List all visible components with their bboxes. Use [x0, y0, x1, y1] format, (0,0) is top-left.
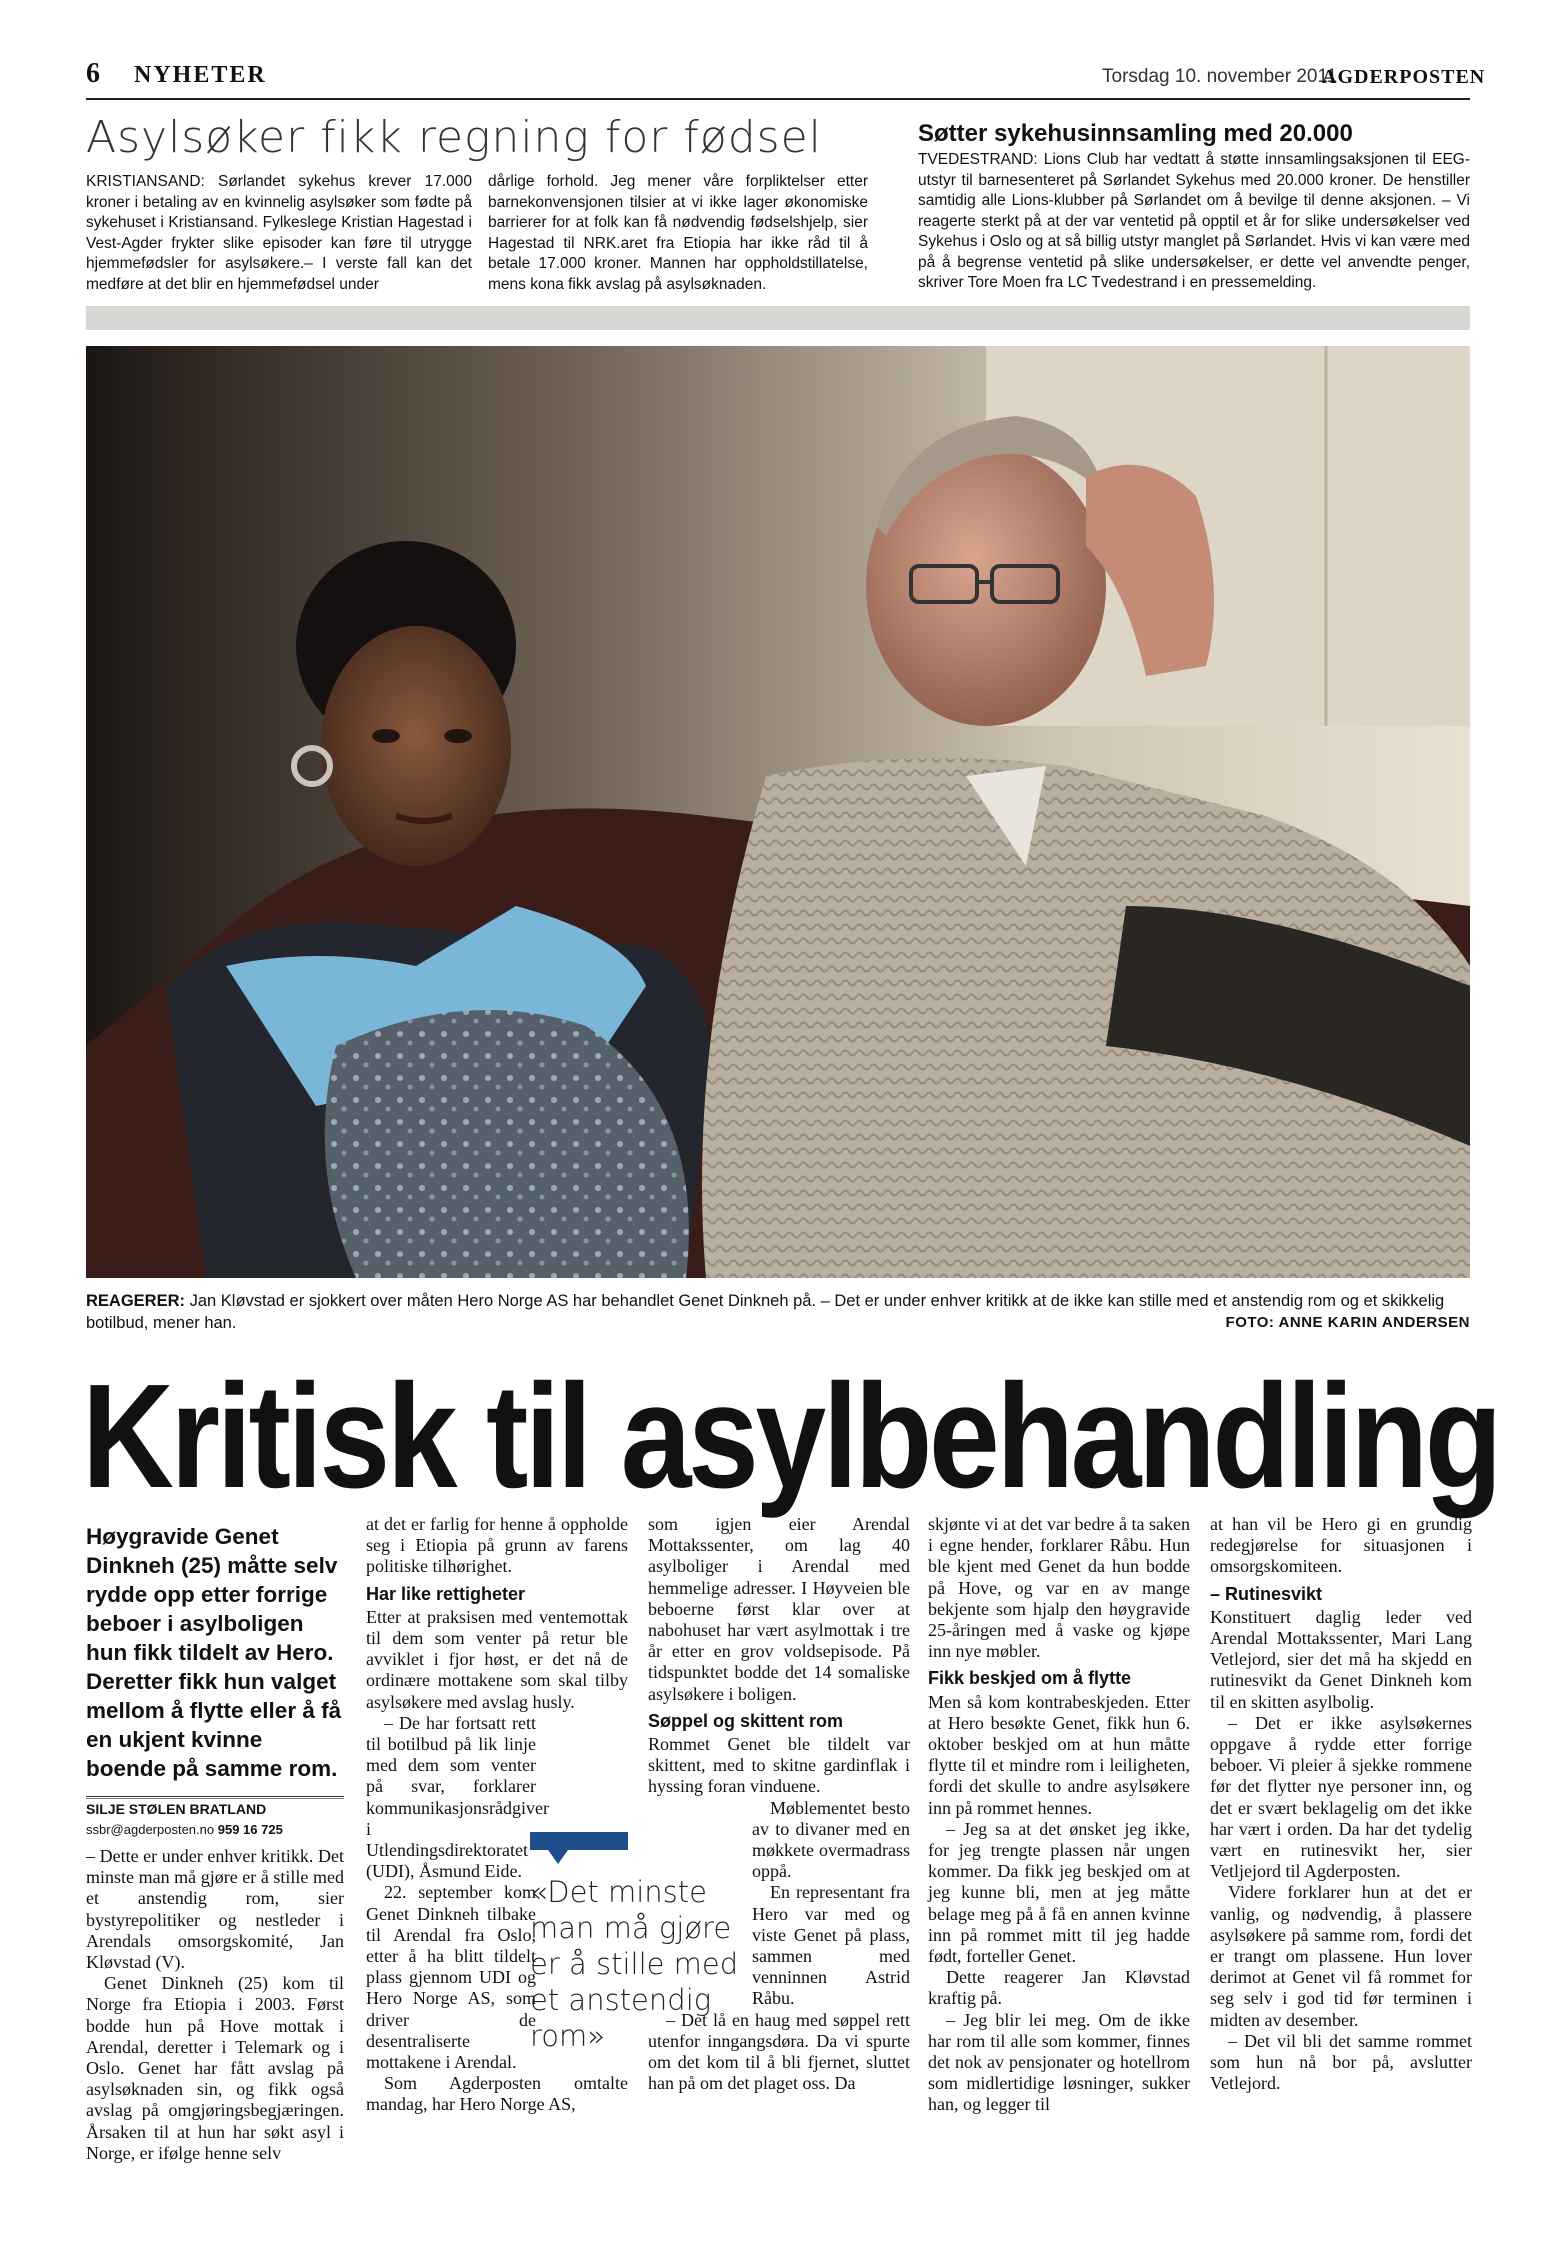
- paragraph: – De har fortsatt rett til botilbud på lik linje med dem som venter på svar, forklarer kommunikasjonsrådgiver i Utlendingsdirektoratet (UDI), Åsmund Eide.: [366, 1712, 549, 1882]
- paragraph: – Jeg sa at det ønsket jeg ikke, for jeg trengte plassen når ungen kommer. Da fikk jeg beskjed om at jeg kunne bli, men at jeg måtte belage meg på å få en annen kvinne inn på rommet mitt til jeg hadde født, forteller Genet.: [928, 1818, 1190, 1967]
- paragraph: Møblementet besto av to divaner med en møkkete overmadrass oppå.: [752, 1797, 910, 1882]
- paragraph: Men så kom kontrabeskjeden. Etter at Hero besøkte Genet, fikk hun 6. oktober beskjed om at hun måtte flytte til et mindre rom i leiligheten, fordi det skulle to andre asylsøkere inn på rommet hennes.: [928, 1691, 1190, 1818]
- paragraph: at han vil be Hero gi en grundig redegjørelse for situasjonen i omsorgskomiteen.: [1210, 1514, 1472, 1577]
- quote-marker-tick: [548, 1850, 568, 1864]
- byline-phone: 959 16 725: [217, 1822, 283, 1837]
- paragraph: – Dette er under enhver kritikk. Det minste man må gjøre er å stille med et anstendig rom, sier bystyrepolitiker og nestleder i Arendals omsorgskomité, Jan Kløvstad (V).: [86, 1846, 344, 1973]
- byline-contact: [86, 1822, 283, 1837]
- pull-quote: «Det minste man må gjøre er å stille med et anstendig rom»: [530, 1875, 739, 2053]
- paragraph: 22. september kom Genet Dinkneh tilbake til Arendal fra Oslo, etter å ha blitt tildelt plass gjennom UDI og Hero Norge AS, som driver de desentraliserte mottakene i Arendal.: [366, 1882, 536, 2073]
- quote-marker: [530, 1832, 628, 1850]
- paragraph: at det er farlig for henne å oppholde seg i Etiopia på grunn av farens politiske tilhørighet.: [366, 1514, 628, 1577]
- main-headline: Kritisk til asylbehandling: [82, 1354, 1500, 1519]
- paragraph: Som Agderposten omtalte mandag, har Hero Norge AS,: [366, 2073, 628, 2115]
- article-column-1: [86, 1846, 344, 2164]
- story2-headline: Søtter sykehusinnsamling med 20.000: [918, 120, 1353, 147]
- caption-text: Jan Kløvstad er sjokkert over måten Hero Norge AS har behandlet Genet Dinkneh på. – Det er under enhver kritikk at de ikke kan stille med et anstendig rom og et skikkelig botilbud, mener han.: [86, 1292, 1445, 1332]
- issue-date: Torsdag 10. november 2011: [1102, 66, 1338, 87]
- byline-email: ssbr@agderposten.no: [86, 1822, 215, 1837]
- paragraph: skjønte vi at det var bedre å ta saken i egne hender, forklarer Råbu. Hun ble kjent med Genet da hun bodde på Hove, og var en av mange bekjente som hjalp den høygravide 25-åringen med å vaske og kjøpe inn nye møbler.: [928, 1514, 1190, 1662]
- subheading: – Rutinesvikt: [1210, 1583, 1323, 1604]
- paragraph: Etter at praksisen med ventemottak til dem som venter på retur ble avviklet i fjor høst, er det nå de ordinære mottakene som skal tilby asylsøkere med avslag husly.: [366, 1606, 628, 1712]
- news-photo: [86, 346, 1470, 1278]
- paragraph: – Det lå en haug med søppel rett utenfor inngangsdøra. Da vi spurte om det kom til å bli fjernet, sluttet han på om det plaget oss. Da: [648, 2009, 910, 2094]
- paragraph: Konstituert daglig leder ved Arendal Mottakssenter, Mari Lang Vetlejord, sier det må ha skjedd en rutinesvikt da Genet Dinkneh kom til en skitten asylbolig.: [1210, 1606, 1472, 1712]
- section-label: NYHETER: [134, 62, 267, 88]
- paragraph: – Det er ikke asylsøkernes oppgave å rydde etter forrige beboer. Vi pleier å sjekke rommene før det flytter nye personer inn, og det er svært beklagelig om det ikke har vært i orden. Da har det tydelig vært en rutinesvikt her, sier Vetljejord til Agderposten.: [1210, 1712, 1472, 1882]
- article-column-4: [928, 1514, 1190, 2116]
- article-lede: Høygravide Genet Dinkneh (25) måtte selv rydde opp etter forrige beboer i asylboligen hun fikk tildelt av Hero. Deretter fikk hun valget mellom å flytte eller å få en ukjent kvinne boende på samme rom.: [86, 1524, 342, 1781]
- story1-headline: Asylsøker fikk regning for fødsel: [86, 112, 822, 163]
- subheading: Har like rettigheter: [366, 1583, 526, 1604]
- divider-band: [86, 306, 1470, 330]
- subheading: Søppel og skittent rom: [648, 1710, 844, 1731]
- paragraph: – Jeg blir lei meg. Om de ikke har rom til alle som kommer, finnes det nok av pensjonater og hotellrom som midlertidige løsninger, sukker han, og legger til: [928, 2009, 1190, 2115]
- article-column-5: [1210, 1514, 1472, 2094]
- byline-rule: [86, 1796, 344, 1797]
- paragraph: Rommet Genet ble tildelt var skittent, med to skitne gardinflak i hyssing foran vinduene.: [648, 1734, 910, 1797]
- header-rule: [86, 98, 1470, 100]
- paragraph: som igjen eier Arendal Mottakssenter, om lag 40 asylboliger i Arendal med hemmelige adresser. I Høyveien ble beboerne først klar over at nabohuset har vært asylmottak i tre år etter en grov voldsepisode. På tidspunktet bodde det 14 somaliske asylsøkere i boligen.: [648, 1514, 910, 1704]
- byline: SILJE STØLEN BRATLAND: [86, 1798, 344, 1817]
- paragraph: – Det vil bli det samme rommet som hun nå bor på, avslutter Vetlejord.: [1210, 2030, 1472, 2094]
- newspaper-name: AGDERPOSTEN: [1322, 66, 1486, 88]
- photo-caption: [86, 1290, 1470, 1334]
- paragraph: Dette reagerer Jan Kløvstad kraftig på.: [928, 1967, 1190, 2009]
- photo-credit: FOTO: ANNE KARIN ANDERSEN: [1225, 1314, 1470, 1331]
- story2-body: TVEDESTRAND: Lions Club har vedtatt å støtte innsamlingsaksjonen til EEG-utstyr til barnesenteret på Sørlandet Sykehus med 20.000 kroner. De henstiller samtidig alle Lions-klubber på Sørlandet om å bevilge til denne aksjonen. – Vi reagerte sterkt på at der var ventetid på opptil et år for slike undersøkelser ved Sykehus i Oslo og at så billig utstyr manglet på Sørlandet. Hvis vi kan være med på å begrense ventetid på slike undersøkelser, er dette vel anvendte penger, skriver Tore Moen fra LC Tvedestrand i en pressemelding.: [918, 151, 1470, 291]
- caption-label: REAGERER:: [86, 1292, 186, 1310]
- page-number: 6: [86, 58, 100, 89]
- paragraph: En representant fra Hero var med og viste Genet på plass, sammen med venninnen Astrid Råbu.: [752, 1882, 910, 2009]
- paragraph: Videre forklarer hun at det er vanlig, og nødvendig, å plassere asylsøkere på samme rom, fordi det er trangt om plassene. Hun lover derimot at Genet vil få rommet for seg selv i god tid før terminen i midten av desember.: [1210, 1882, 1472, 2030]
- subheading: Fikk beskjed om å flytte: [928, 1668, 1132, 1689]
- story1-column-2: dårlige forhold. Jeg mener våre forpliktelser etter barnekonvensjonen tilsier at vi ikke lager økonomiske barrierer for at folk kan få nødvendig fødselshjelp, sier Hagestad til NRK.aret fra Etiopia har ikke råd til å betale 17.000 kroner. Mannen har oppholdstillatelse, mens kona fikk avslag på asylsøknaden.: [488, 173, 868, 293]
- story1-column-1: KRISTIANSAND: Sørlandet sykehus krever 17.000 kroner i betaling av en kvinnelig asylsøker som fødte på sykehuset i Kristiansand. Fylkeslege Kristian Hagestad i Vest-Agder frykter slike episoder kan føre til utrygge hjemmefødsler for asylsøkere.– I verste fall kan det medføre at det blir en hjemmefødsel under: [86, 173, 472, 293]
- paragraph: Genet Dinkneh (25) kom til Norge fra Etiopia i 2003. Først bodde hun på Hove mottak i Arendal, deretter i Telemark og i Oslo. Genet har fått avslag på asylsøknaden sin, og fikk også avslag på omgjøringsbegjæringen. Årsaken til at hun har søkt asyl i Norge, er ifølge henne selv: [86, 1973, 344, 2163]
